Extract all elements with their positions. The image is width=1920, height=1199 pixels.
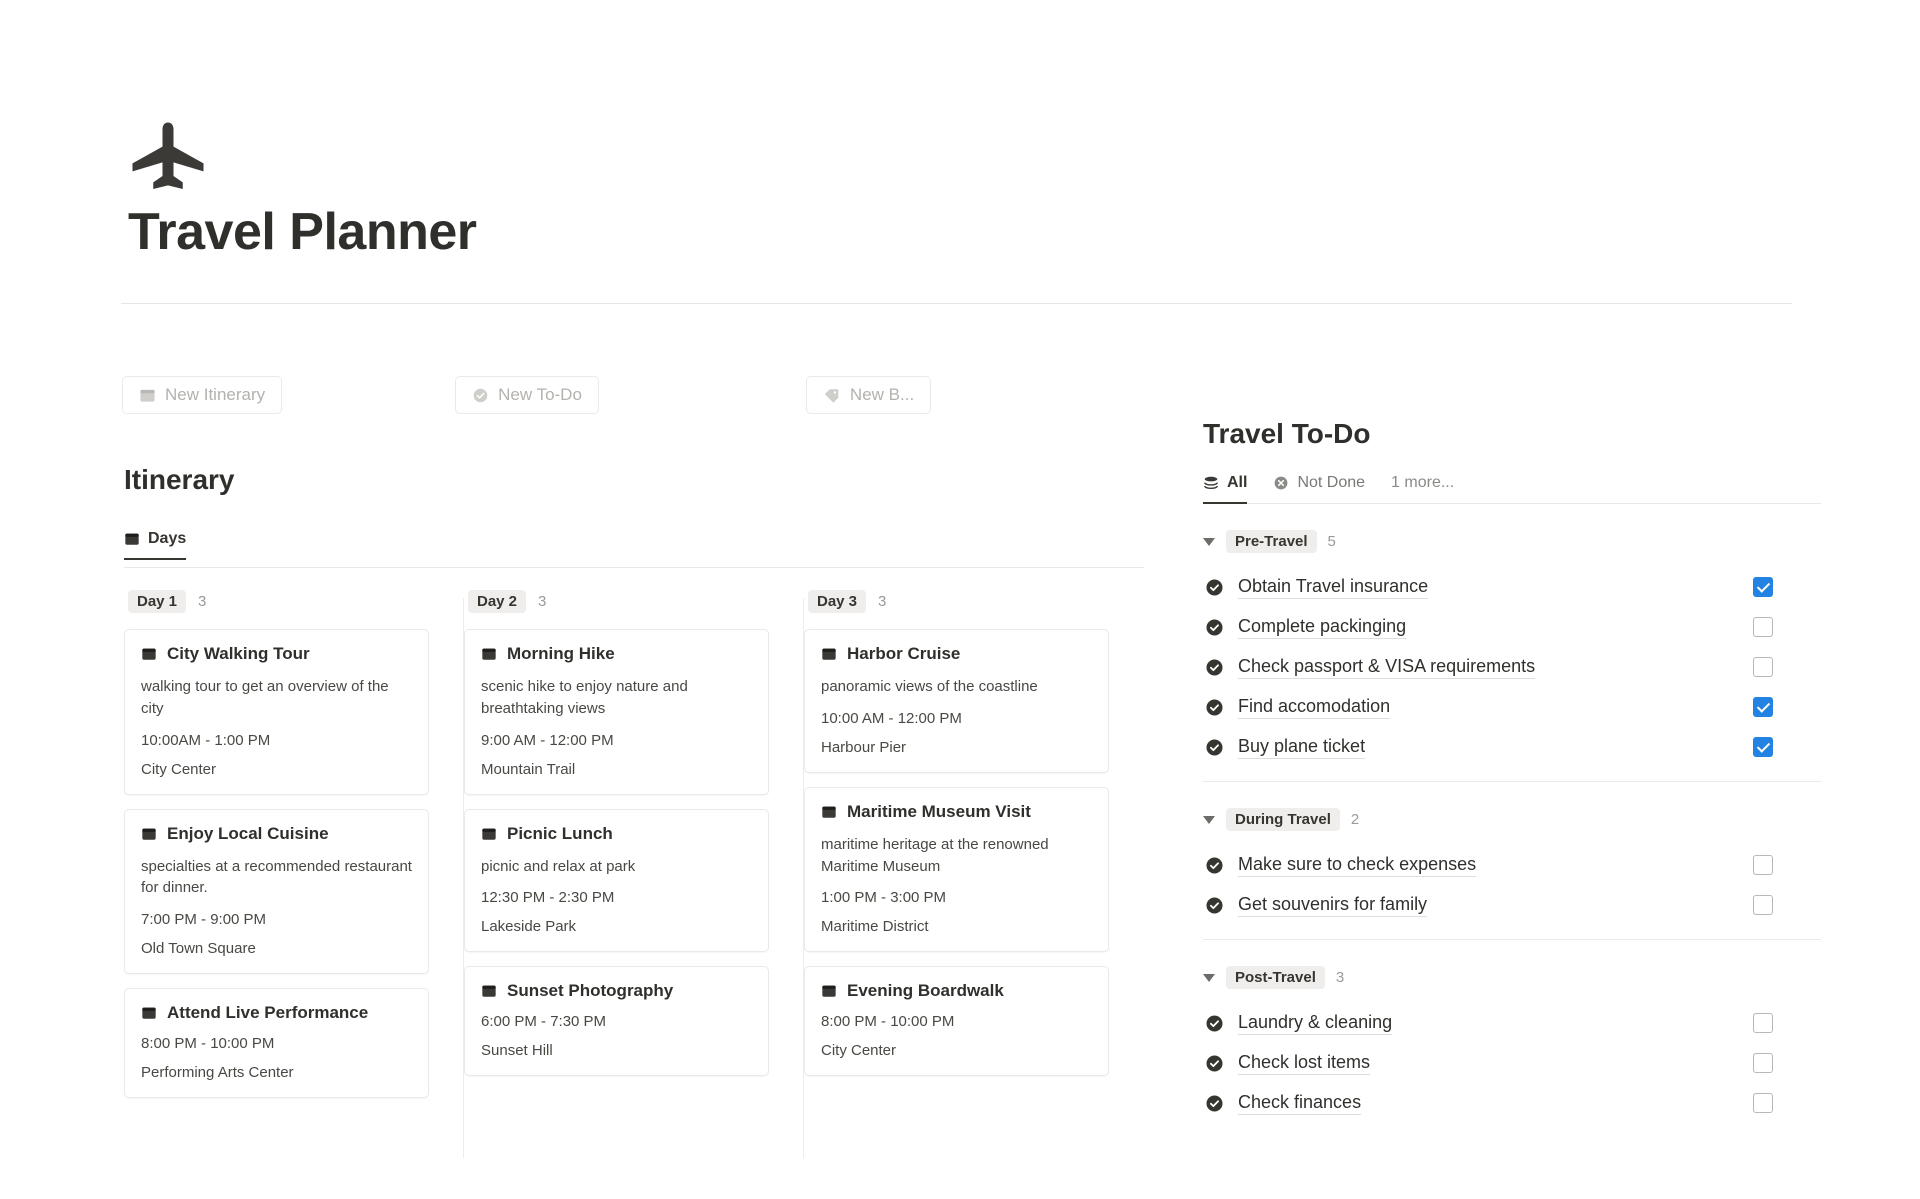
todo-item-checkbox[interactable] (1753, 1093, 1773, 1113)
new-todo-button[interactable] (455, 376, 599, 414)
itinerary-card[interactable] (804, 966, 1109, 1076)
group-divider (1203, 781, 1821, 782)
card-title-row (141, 824, 412, 844)
todo-item-checkbox[interactable] (1753, 657, 1773, 677)
todo-more-views[interactable]: 1 more... (1391, 474, 1455, 491)
check-circle-icon (1205, 618, 1224, 637)
calendar-icon (141, 1005, 157, 1021)
card-title: Morning Hike (507, 644, 615, 663)
check-circle-icon (1205, 856, 1224, 875)
card-title: Maritime Museum Visit (847, 801, 1031, 821)
layers-icon (1203, 475, 1219, 491)
card-title: Attend Live Performance (167, 1003, 369, 1022)
title-divider (121, 303, 1792, 304)
card-title-row (481, 981, 752, 1001)
todo-item-label: Check passport & VISA requirements (1238, 656, 1535, 679)
todo-group-post-travel (1203, 966, 1821, 1123)
todo-item-checkbox[interactable] (1753, 577, 1773, 597)
check-circle-icon (1205, 738, 1224, 757)
column-name: Day 2 (468, 590, 526, 613)
card-title: City Walking Tour (167, 644, 310, 663)
itinerary-board (124, 590, 1144, 1112)
itinerary-card[interactable] (464, 809, 769, 953)
column-count: 3 (538, 593, 547, 610)
todo-section (1203, 418, 1821, 1123)
calendar-icon (481, 826, 497, 842)
x-circle-icon (1273, 475, 1289, 491)
tag-icon (823, 387, 841, 404)
card-place: Lakeside Park (481, 918, 577, 936)
card-time: 6:00 PM - 7:30 PM (481, 1013, 607, 1031)
card-time: 7:00 PM - 9:00 PM (141, 911, 267, 928)
itinerary-card[interactable] (464, 966, 769, 1076)
card-place: Maritime District (821, 918, 929, 936)
todo-item[interactable] (1203, 607, 1821, 647)
card-time: 9:00 AM - 12:00 PM (481, 731, 614, 749)
new-todo-label: New To-Do (498, 385, 582, 404)
todo-item-checkbox[interactable] (1753, 737, 1773, 757)
group-count: 5 (1327, 533, 1336, 550)
group-count: 2 (1350, 811, 1360, 828)
card-place: Old Town Square (141, 940, 256, 957)
card-title: Picnic Lunch (507, 823, 613, 843)
todo-item-checkbox[interactable] (1753, 1013, 1773, 1033)
card-time: 8:00 PM - 10:00 PM (141, 1035, 275, 1052)
todo-item[interactable] (1203, 1083, 1821, 1123)
calendar-icon (141, 826, 157, 842)
group-name: During Travel (1226, 808, 1340, 831)
todo-item[interactable] (1203, 727, 1821, 767)
todo-item-checkbox[interactable] (1753, 617, 1773, 637)
page-title: Travel Planner (128, 203, 477, 261)
new-budget-button[interactable] (806, 376, 931, 414)
board-column-day2 (464, 590, 804, 1112)
column-header (464, 590, 769, 613)
card-title-row (821, 802, 1092, 822)
card-time: 1:00 PM - 3:00 PM (821, 889, 947, 907)
todo-item-checkbox[interactable] (1753, 855, 1773, 875)
group-header[interactable] (1203, 530, 1821, 553)
card-title-row (821, 981, 1092, 1001)
todo-item[interactable] (1203, 567, 1821, 607)
check-circle-icon (1205, 1094, 1224, 1113)
card-title: Enjoy Local Cuisine (167, 823, 329, 843)
todo-item-checkbox[interactable] (1753, 697, 1773, 717)
todo-item[interactable] (1203, 1003, 1821, 1043)
itinerary-view-tabs (124, 530, 1144, 568)
check-circle-icon (1205, 698, 1224, 717)
new-budget-label: New B... (849, 385, 915, 404)
todo-group-pre-travel (1203, 530, 1821, 782)
chevron-down-icon[interactable] (1203, 974, 1215, 982)
card-description: scenic hike to enjoy nature and breathtaking views (481, 678, 688, 717)
todo-item-label: Check lost items (1238, 1052, 1370, 1075)
card-time: 12:30 PM - 2:30 PM (481, 889, 615, 907)
card-place: Sunset Hill (481, 1042, 553, 1060)
new-itinerary-button[interactable] (122, 376, 282, 414)
card-place: Harbour Pier (821, 738, 907, 756)
card-description: walking tour to get an overview of the city (141, 678, 389, 717)
todo-item[interactable] (1203, 1043, 1821, 1083)
page-header (0, 0, 1920, 261)
todo-item-label: Make sure to check expenses (1238, 854, 1476, 877)
check-circle-icon (1205, 658, 1224, 677)
tab-all-label: All (1227, 474, 1248, 491)
tab-not-done-label: Not Done (1297, 474, 1366, 491)
card-place: City Center (821, 1042, 897, 1060)
check-circle-icon (1205, 896, 1224, 915)
card-description: panoramic views of the coastline (821, 678, 1038, 695)
todo-item-checkbox[interactable] (1753, 1053, 1773, 1073)
card-title: Evening Boardwalk (847, 981, 1004, 1001)
card-time: 8:00 PM - 10:00 PM (821, 1013, 955, 1031)
group-count: 3 (1335, 969, 1345, 986)
card-title-row (141, 1003, 412, 1023)
card-time: 10:00AM - 1:00 PM (141, 731, 271, 749)
group-name: Pre-Travel (1226, 530, 1317, 553)
new-item-buttons (122, 376, 1162, 414)
check-circle-icon (472, 387, 489, 404)
column-name: Day 3 (808, 590, 866, 613)
todo-tabs (1203, 474, 1821, 504)
todo-item-label: Buy plane ticket (1238, 736, 1365, 759)
group-header[interactable] (1203, 966, 1821, 989)
card-description: specialties at a recommended restaurant for dinner. (141, 857, 412, 897)
group-divider (1203, 939, 1821, 940)
group-header[interactable] (1203, 808, 1821, 831)
card-description: picnic and relax at park (481, 857, 636, 875)
calendar-icon (124, 531, 140, 547)
itinerary-card[interactable] (804, 629, 1109, 773)
column-header (804, 590, 1109, 613)
tab-all[interactable] (1203, 474, 1247, 492)
itinerary-title: Itinerary (124, 464, 235, 495)
column-count: 3 (878, 593, 887, 610)
calendar-icon (481, 983, 497, 999)
todo-item[interactable] (1203, 687, 1821, 727)
calendar-icon (821, 983, 837, 999)
todo-item-label: Get souvenirs for family (1238, 894, 1427, 917)
chevron-down-icon[interactable] (1203, 538, 1215, 546)
todo-item[interactable] (1203, 885, 1821, 925)
tab-days[interactable] (124, 530, 186, 560)
calendar-icon (139, 387, 156, 404)
card-place: City Center (141, 760, 217, 778)
itinerary-section (124, 464, 1144, 1112)
column-name: Day 1 (128, 590, 186, 613)
card-title: Sunset Photography (507, 981, 674, 1001)
todo-item-label: Obtain Travel insurance (1238, 576, 1428, 599)
todo-item[interactable] (1203, 647, 1821, 687)
calendar-icon (821, 646, 837, 662)
todo-item[interactable] (1203, 845, 1821, 885)
card-place: Performing Arts Center (141, 1064, 294, 1081)
airplane-icon (128, 120, 208, 190)
card-place: Mountain Trail (481, 760, 576, 778)
itinerary-card[interactable] (124, 809, 429, 975)
todo-item-label: Check finances (1238, 1092, 1361, 1115)
card-title-row (481, 824, 752, 844)
todo-item-checkbox[interactable] (1753, 895, 1773, 915)
card-title-row (141, 644, 412, 664)
card-time: 10:00 AM - 12:00 PM (821, 709, 962, 727)
new-itinerary-label: New Itinerary (165, 385, 266, 404)
chevron-down-icon[interactable] (1203, 816, 1215, 824)
column-header (124, 590, 429, 613)
card-title-row (481, 644, 752, 664)
calendar-icon (481, 646, 497, 662)
todo-group-during-travel (1203, 808, 1821, 940)
itinerary-card[interactable] (804, 787, 1109, 953)
calendar-icon (141, 646, 157, 662)
check-circle-icon (1205, 1054, 1224, 1073)
tab-not-done[interactable] (1273, 474, 1365, 492)
group-name: Post-Travel (1226, 966, 1325, 989)
todo-item-label: Complete packinging (1238, 616, 1406, 639)
board-column-day1 (124, 590, 464, 1112)
check-circle-icon (1205, 578, 1224, 597)
card-description: maritime heritage at the renowned Maritime Museum (821, 835, 1049, 875)
check-circle-icon (1205, 1014, 1224, 1033)
todo-title: Travel To-Do (1203, 418, 1371, 449)
todo-item-label: Find accomodation (1238, 696, 1390, 719)
todo-item-label: Laundry & cleaning (1238, 1012, 1392, 1035)
calendar-icon (821, 804, 837, 820)
itinerary-card[interactable] (124, 988, 429, 1098)
card-title-row (821, 644, 1092, 664)
board-column-day3 (804, 590, 1144, 1112)
itinerary-card[interactable] (124, 629, 429, 795)
column-count: 3 (198, 593, 207, 610)
itinerary-card[interactable] (464, 629, 769, 795)
card-title: Harbor Cruise (847, 644, 961, 663)
tab-days-label: Days (148, 530, 187, 547)
